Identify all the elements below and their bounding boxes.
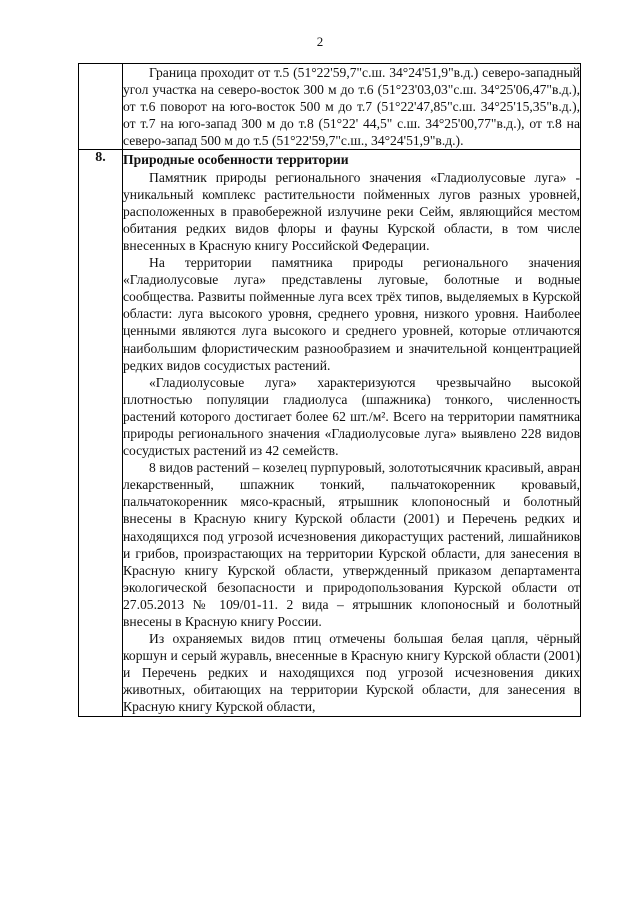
row-number: 8. bbox=[79, 150, 123, 716]
paragraph: «Гладиолусовые луга» характеризуются чрезвычайно высокой плотностью популяции гладиолуса (шпажника) тонкого, численность растений которого достигает более 62 шт./м². Всего на территории памятника природы регионального значения «Гладиолусовые луга» выявлено 228 видов сосудистых растений из 42 семейств. bbox=[123, 374, 580, 459]
paragraph: Из охраняемых видов птиц отмечены большая белая цапля, чёрный коршун и серый журавль, внесенные в Красную книгу Курской области (2001) и Перечень редких и находящихся под угрозой исчезновения диких животных, обитающих на территории Курской области, для занесения в Красную книгу Курской области, bbox=[123, 631, 580, 715]
paragraph: На территории памятника природы регионального значения «Гладиолусовые луга» представлены луговые, болотные и водные сообщества. Развиты пойменные луга всех трёх типов, выделяемых в Курской области: луга высокого уровня, среднего уровня, низкого уровня. Наиболее ценными являются луга высокого и среднего уровней, которые отличаются наибольшим флористическим разнообразием и значительной концентрацией редких видов сосудистых растений. bbox=[123, 255, 580, 373]
page-number: 2 bbox=[316, 34, 324, 49]
paragraph: 8 видов растений – козелец пурпуровый, золототысячник красивый, авран лекарственный, шпажник тонкий, пальчатокоренник кровавый, пальчатокоренник мясо-красный, ятрышник клопоносный и болотный внесены в Красную книгу Курской области (2001) и Перечень редких и находящихся под угрозой исчезновения дикорастущих растений, лишайников и грибов, произрастающих на территории Курской области, для занесения в Красную книгу Курской области, утвержденный приказом департамента экологической безопасности и природопользования Курской области от 27.05.2013 № 109/01-11. 2 вида – ятрышник клопоносный и болотный внесены в Красную книгу России. bbox=[123, 460, 580, 629]
table-row bbox=[79, 150, 581, 716]
boundary-description-cell bbox=[123, 64, 581, 150]
row-number bbox=[79, 64, 123, 150]
nature-features-cell bbox=[123, 150, 581, 716]
document-table bbox=[78, 63, 581, 717]
table-row bbox=[79, 64, 581, 150]
section-title: Природные особенности территории bbox=[123, 152, 349, 168]
paragraph: Памятник природы регионального значения «Гладиолусовые луга» - уникальный комплекс растительности пойменных лугов разных уровней, расположенных в правобережной излучине реки Сейм, являющийся местом обитания редких видов флоры и фауны Курской области, в том числе внесенных в Красную книгу Российской Федерации. bbox=[123, 169, 580, 253]
boundary-description: Граница проходит от т.5 (51°22'59,7"с.ш. 34°24'51,9"в.д.) северо-западный угол участка на северо-восток 300 м до т.6 (51°23'03,03"с.ш. 34°25'06,47"в.д.), от т.6 поворот на юго-восток 500 м до т.7 (51°22'47,85"с.ш. 34°25'15,35"в.д.), от т.7 на юго-запад 300 м до т.8 (51°22' 44,5" с.ш. 34°25'00,77"в.д.), от т.8 на северо-запад 500 м до т.5 (51°22'59,7"с.ш., 34°24'51,9"в.д.). bbox=[123, 65, 580, 149]
